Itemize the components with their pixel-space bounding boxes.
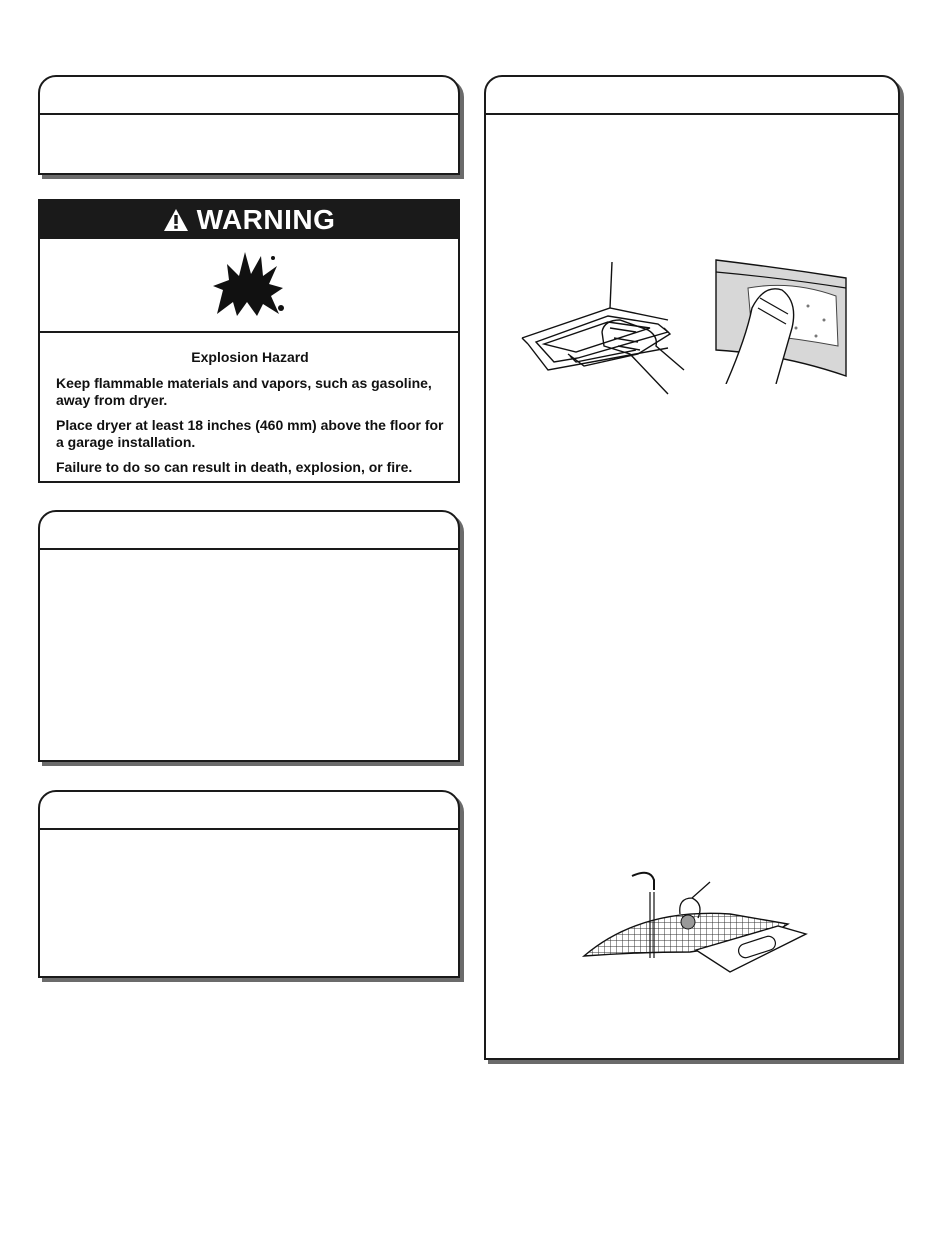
- section-box-1: [38, 75, 460, 175]
- section-header-3: [40, 792, 458, 830]
- hand-wiping-lint-icon: [712, 258, 848, 384]
- warning-line: Failure to do so can result in death, explosion, or fire.: [56, 459, 413, 475]
- warning-signal-word: WARNING: [196, 204, 336, 235]
- warning-box: [38, 199, 460, 483]
- section-header-4: [486, 77, 898, 115]
- lint-screen-rinse-icon: [580, 868, 810, 980]
- section-header-2: [40, 512, 458, 550]
- section-box-2: [38, 510, 460, 762]
- warning-text: [56, 349, 444, 484]
- warning-line: Keep flammable materials and vapors, such as gasoline, away from dryer.: [56, 375, 432, 408]
- hazard-symbol-area: [40, 239, 458, 333]
- warning-line: Place dryer at least 18 inches (460 mm) above the floor for a garage installation.: [56, 417, 444, 450]
- section-header-1: [40, 77, 458, 115]
- alert-triangle-icon: [163, 208, 189, 232]
- explosion-icon: [211, 250, 287, 320]
- hazard-title: Explosion Hazard: [191, 349, 309, 365]
- hand-removing-lint-screen-icon: [518, 258, 688, 398]
- warning-banner: [40, 201, 458, 239]
- section-box-3: [38, 790, 460, 978]
